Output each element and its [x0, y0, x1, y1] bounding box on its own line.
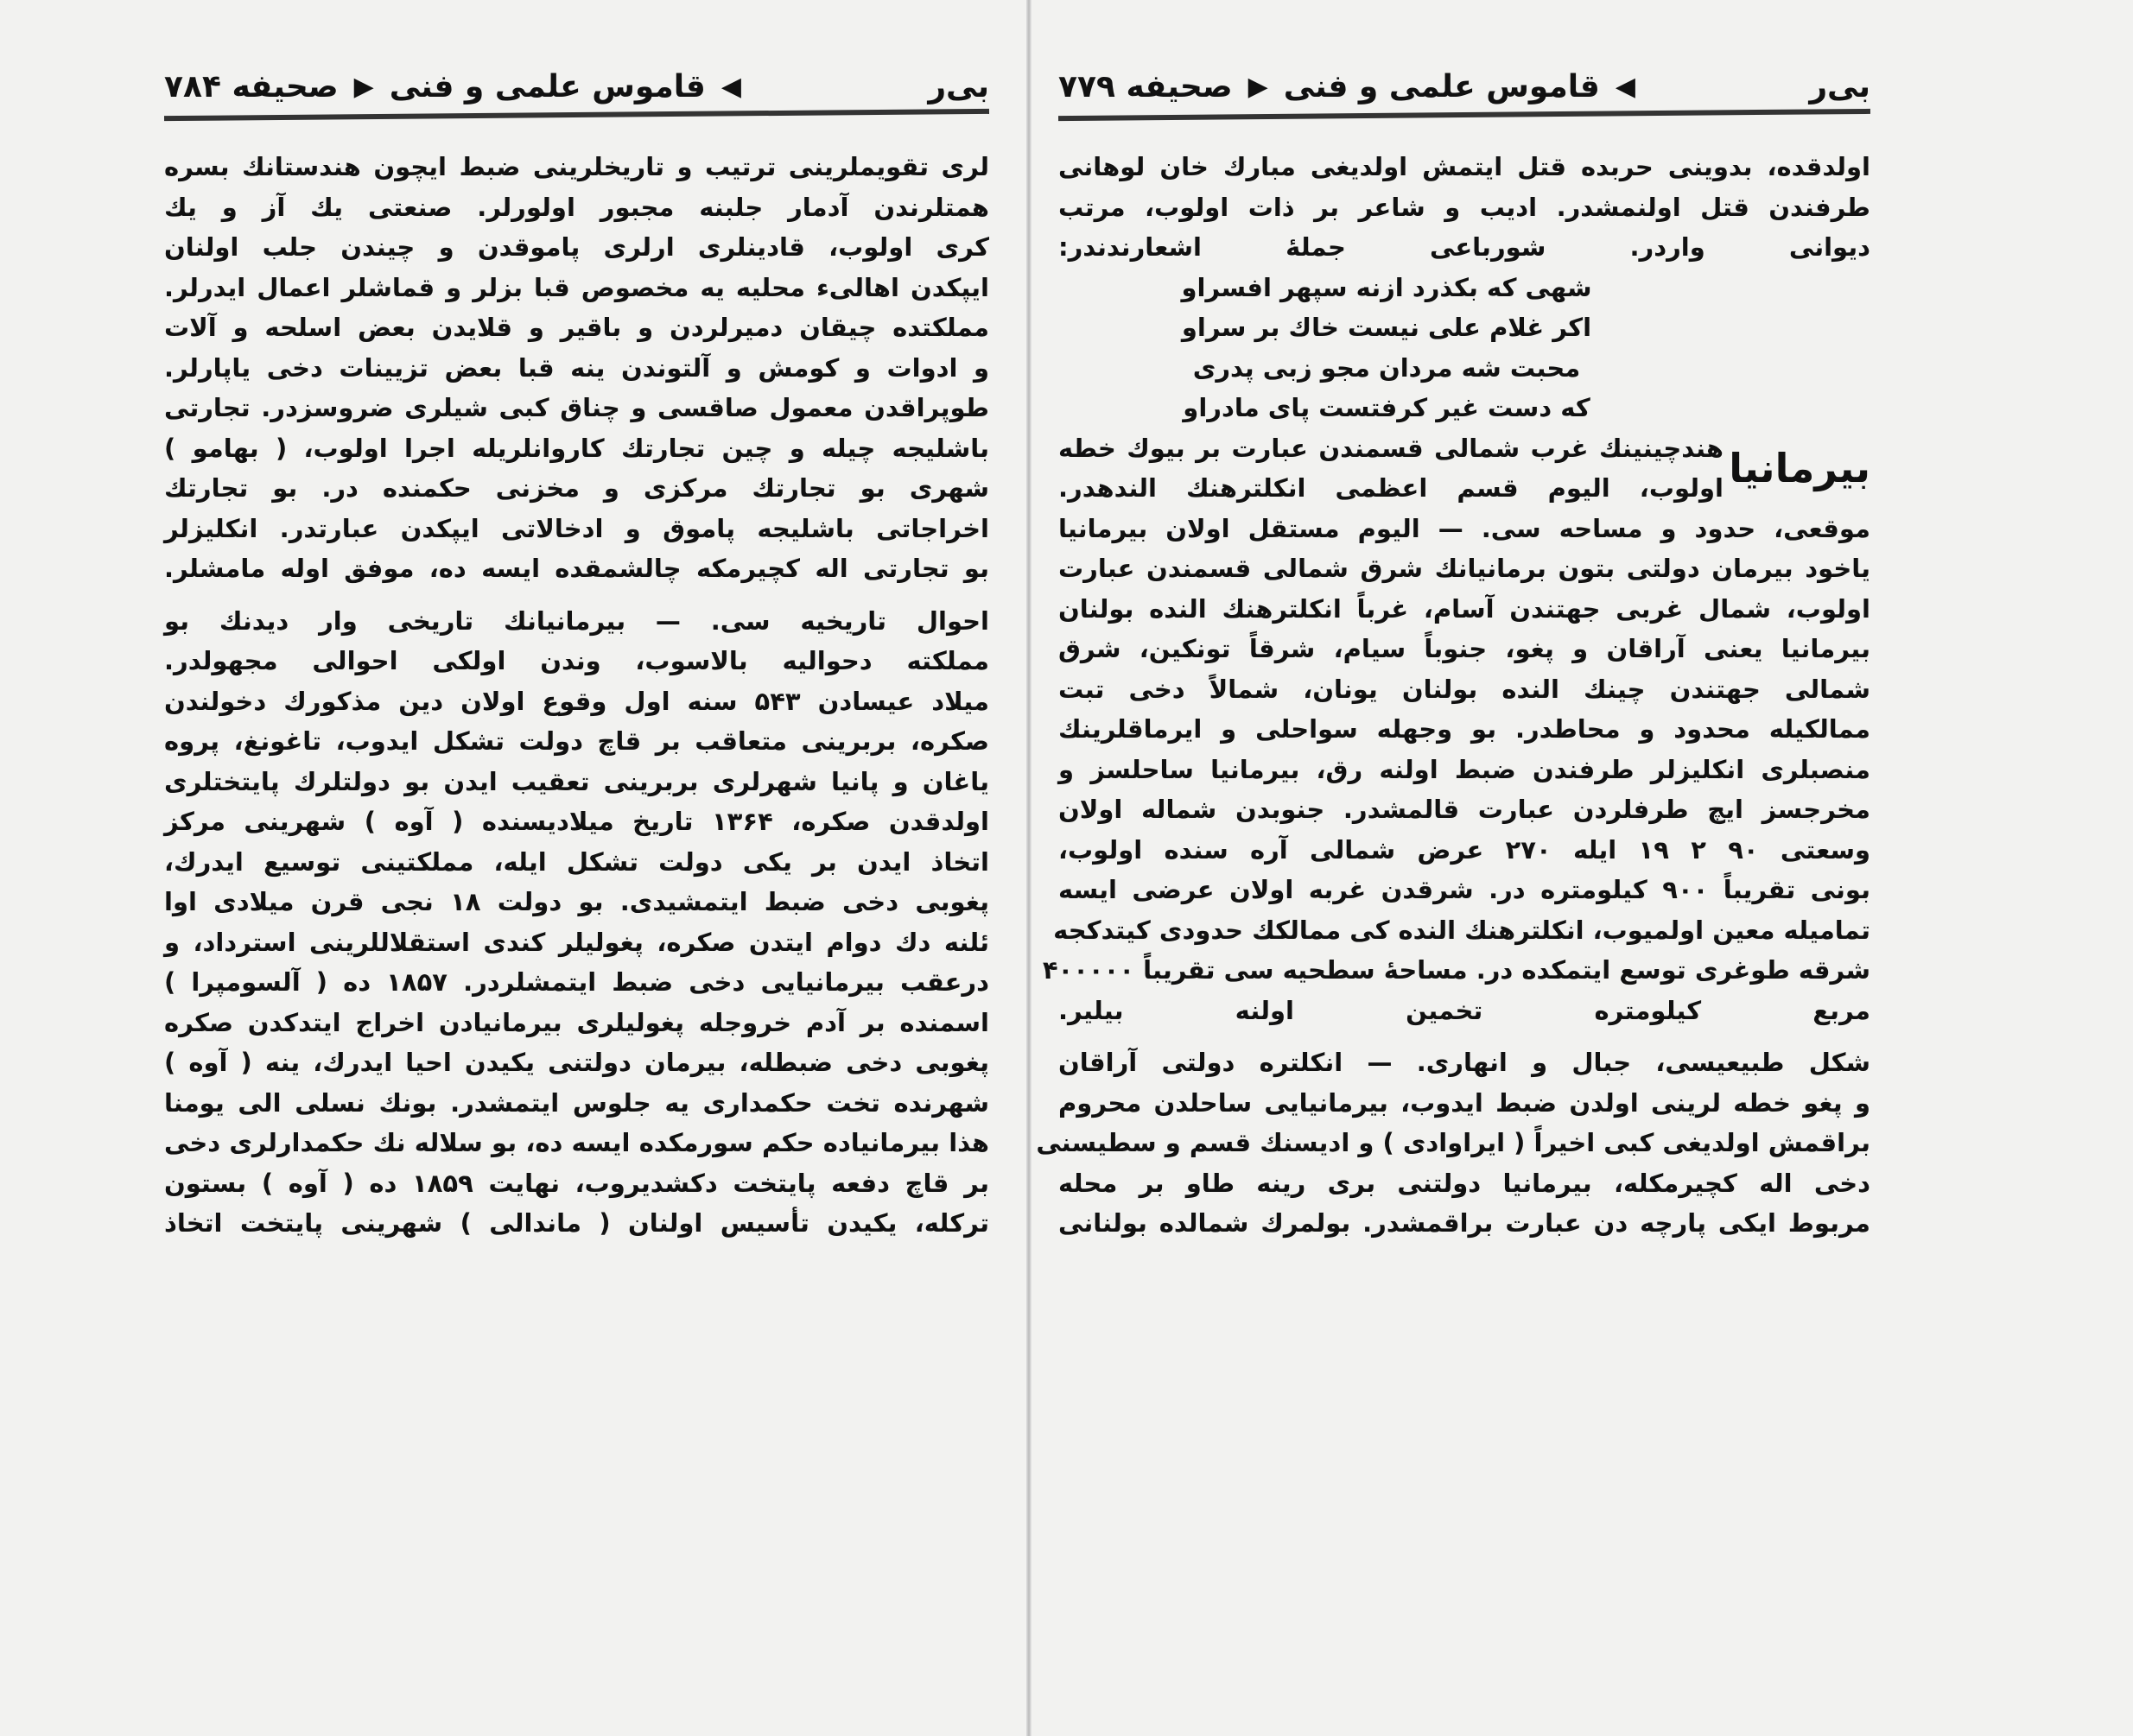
text-line: کری اولوب، قادینلری ارلری پاموقدن و چیندن جلب اولنان — [164, 232, 989, 262]
text-line: شمالی جهتندن چینك النده بولنان یونان، شمالاً دخی تبت — [1058, 674, 1870, 704]
text-line: اولدقده، بدوینی حربده قتل ایتمش اولدیغی مبارك خان لوهانی — [1058, 152, 1870, 181]
text-line: تمامیله معین اولمیوب، انکلترهنك النده کی ممالکك حدودی کیتدکجه — [1053, 915, 1870, 945]
running-head: بی‌ر — [1809, 68, 1870, 105]
paragraph-gap — [164, 589, 989, 601]
text-line: براقمش اولدیغی کبی اخیراً ( ایراوادی ) و ادیسنك قسم و سطیسنی — [1036, 1128, 1870, 1157]
text-line: و ادوات و کومش و آلتوندن ینه قبا بعض تزیینات دخی یاپارلر. — [164, 352, 989, 383]
text-line: شهری بو تجارتك مرکزی و مخزنی حکمنده در. بو تجارتك — [164, 473, 989, 503]
text-line: اخراجاتی باشلیجه پاموق و ادخالاتی ایپکدن عبارتدر. انکلیزلر — [164, 513, 989, 543]
dictionary-title: قاموس علمی و فنی — [1283, 68, 1600, 105]
page-header — [1058, 60, 1870, 112]
dictionary-entry — [1058, 428, 1870, 509]
text-line: مربع کیلومتره تخمین اولنه بیلیر. — [1058, 995, 1870, 1025]
ornament-icon: ▶ — [353, 71, 374, 102]
running-head: بی‌ر — [928, 68, 989, 105]
text-line: اولوب، شمال غربی جهتندن آسام، غرباً انکلترهنك النده بولنان — [1058, 593, 1870, 624]
text-line: طوپراقدن معمول صاقسی و چناق کبی شیلری ضروسزدر. تجارتی — [164, 393, 989, 422]
entry-term: بیرمانیا — [1729, 444, 1870, 491]
text-line: محبت شه مردان مجو زبی پدری — [1192, 352, 1581, 383]
text-line: شرقه طوغری توسع ایتمکده در. مساحهٔ سطحیه سی تقریباً ۴۰۰۰۰۰ — [1042, 955, 1870, 985]
text-line: ممالکیله محدود و محاطدر. بو وجهله سواحلی و ایرماقلرینك — [1058, 714, 1870, 744]
text-line: ترکله، یکیدن تأسیس اولنان ( ماندالی ) شهرینی پایتخت اتخاذ — [164, 1208, 989, 1238]
page-number: صحیفه ۷۷۹ — [1058, 68, 1233, 105]
text-line: بونی تقریباً ۹۰۰ کیلومتره در. شرقدن غربه اولان عرضی ایسه — [1058, 875, 1870, 904]
ornament-icon: ◀ — [1615, 71, 1635, 102]
text-line: شکل طبیعیسی، جبال و انهاری. — انکلتره دولتی آراقان — [1058, 1048, 1870, 1077]
text-line: مملکته دحوالیه بالاسوب، وندن اولکی احوالی مجهولدر. — [164, 646, 989, 675]
text-line: پغوبی دخی ضبطله، بیرمان دولتنی یکیدن احیا ایدرك، ینه ( آوه ) — [164, 1048, 989, 1077]
dictionary-title: قاموس علمی و فنی — [389, 68, 706, 105]
text-line: منصبلری انکلیزلر طرفندن ضبط اولنه رق، بیرمانیا ساحلسز و — [1058, 754, 1870, 784]
text-line: باشلیجه چیله و چین تجارتك کاروانلریله اجرا اولوب، ( بهامو ) — [164, 433, 989, 463]
text-line: مربوط ایکی پارچه دن عبارت براقمشدر. بولمرك شمالده بولنانی — [1058, 1208, 1870, 1238]
text-line: یاغان و پانیا شهرلری بربرینی تعقیب ایدن بو دولتلرك پایتختلری — [164, 766, 989, 796]
book-fold — [1026, 0, 1032, 1736]
text-line: احوال تاریخیه سی. — بیرمانیانك تاریخی وار دیدنك بو — [164, 605, 989, 636]
text-line: اولوب، الیوم قسم اعظمی انکلترهنك الندهدر. — [1058, 473, 1724, 503]
text-line: وسعتی ۹۰ ۲ ۱۹ ایله ۲۷۰ عرض شمالی آره سنده اولوب، — [1058, 834, 1870, 865]
text-line: پغوبی دخی ضبط ایتمشیدی. بو دولت ۱۸ نجی قرن میلادی اوا — [164, 887, 989, 916]
text-line: بر قاچ دفعه پایتخت دکشدیروب، نهایت ۱۸۵۹ ده ( آوه ) بستون — [164, 1168, 989, 1198]
text-line: بیرمانیا یعنی آراقان و پغو، جنوباً سیام، شرقاً تونکین، شرق — [1058, 634, 1870, 663]
text-line: اولدقدن صکره، ۱۳۶۴ تاریخ میلادیسنده ( آوه ) شهرینی مرکز — [164, 807, 989, 836]
body-text — [164, 147, 989, 1244]
text-line: موقعی، حدود و مساحه سی. — الیوم مستقل اولان بیرمانیا — [1058, 513, 1870, 543]
text-line: اکر غلام علی نیست خاك بر سراو — [1181, 313, 1592, 342]
text-line: مخرجسز ایچ طرفلردن عبارت قالمشدر. جنوبدن شماله اولان — [1058, 795, 1870, 824]
text-line: طرفندن قتل اولنمشدر. ادیب و شاعر بر ذات اولوب، مرتب — [1058, 192, 1870, 222]
text-line: هندچینینك غرب شمالی قسمندن عبارت بر بیوك خطه — [1058, 433, 1724, 463]
text-line: و پغو خطه لرینی اولدن ضبط ایدوب، بیرمانیایی ساحلدن محروم — [1058, 1087, 1870, 1118]
text-line: یاخود بیرمان دولتی بتون برمانیانك شرق شمالی قسمندن عبارت — [1058, 554, 1870, 583]
left-page — [164, 0, 989, 1736]
text-line: صکره، بربرینی متعاقب بر قاچ دولت تشکل ایدوب، تاغونغ، پروه — [164, 726, 989, 756]
page-header — [164, 60, 989, 112]
text-line: دیوانی واردر. شورباعی جملهٔ اشعارندندر: — [1058, 232, 1870, 262]
text-line: که دست غیر کرفتست پای مادراو — [1183, 393, 1590, 422]
text-line: شهی که بکذرد ازنه سپهر افسراو — [1181, 272, 1592, 302]
text-line: شهرنده تخت حکمداری یه جلوس ایتمشدر. بونك نسلی الی یومنا — [164, 1087, 989, 1118]
text-line: ایپکدن اهالیء محلیه یه مخصوص قبا بزلر و قماشلر اعمال ایدرلر. — [164, 272, 989, 302]
text-line: لری تقویملرینی ترتیب و تاریخلرینی ضبط ایچون هندستانك بسره — [164, 152, 989, 181]
text-line: بو تجارتی اله کچیرمکه چالشمقده ایسه ده، موفق اوله مامشلر. — [164, 554, 989, 583]
text-line: اتخاذ ایدن بر یکی دولت تشکل ایله، مملکتینی توسیع ایدرك، — [164, 846, 989, 877]
ornament-icon: ▶ — [1247, 71, 1268, 102]
right-page — [1036, 0, 1870, 1736]
text-line: دخی اله کچیرمکله، بیرمانیا دولتنی بری رینه طاو بر محله — [1058, 1168, 1870, 1198]
text-line: همتلرندن آدمار جلبنه مجبور اولورلر. صنعتی یك آز و یك — [164, 192, 989, 222]
ornament-icon: ◀ — [721, 71, 741, 102]
text-line: درعقب بیرمانیایی دخی ضبط ایتمشلردر. ۱۸۵۷ ده ( آلسومپرا ) — [164, 967, 989, 997]
paragraph-gap — [1058, 1030, 1870, 1042]
text-line: هذا بیرمانیاده حکم سورمکده ایسه ده، بو سلاله نك حکمدارلری دخی — [164, 1128, 989, 1157]
page-number: صحیفه ۷۸۴ — [164, 68, 339, 105]
text-line: میلاد عیسادن ۵۴۳ سنه اول وقوع اولان دین مذکورك دخولندن — [164, 686, 989, 716]
text-line: ئلنه دك دوام ایتدن صکره، پغولیلر کندی استقلاللرینی استرداد، و — [164, 927, 989, 957]
text-line: اسمنده بر آدم خروجله پغولیلری بیرمانیادن اخراج ایتدکدن صکره — [164, 1007, 989, 1037]
text-line: مملکتده چیقان دمیرلردن و باقیر و قلایدن بعض اسلحه و آلات — [164, 313, 989, 342]
body-text — [1036, 147, 1870, 1244]
